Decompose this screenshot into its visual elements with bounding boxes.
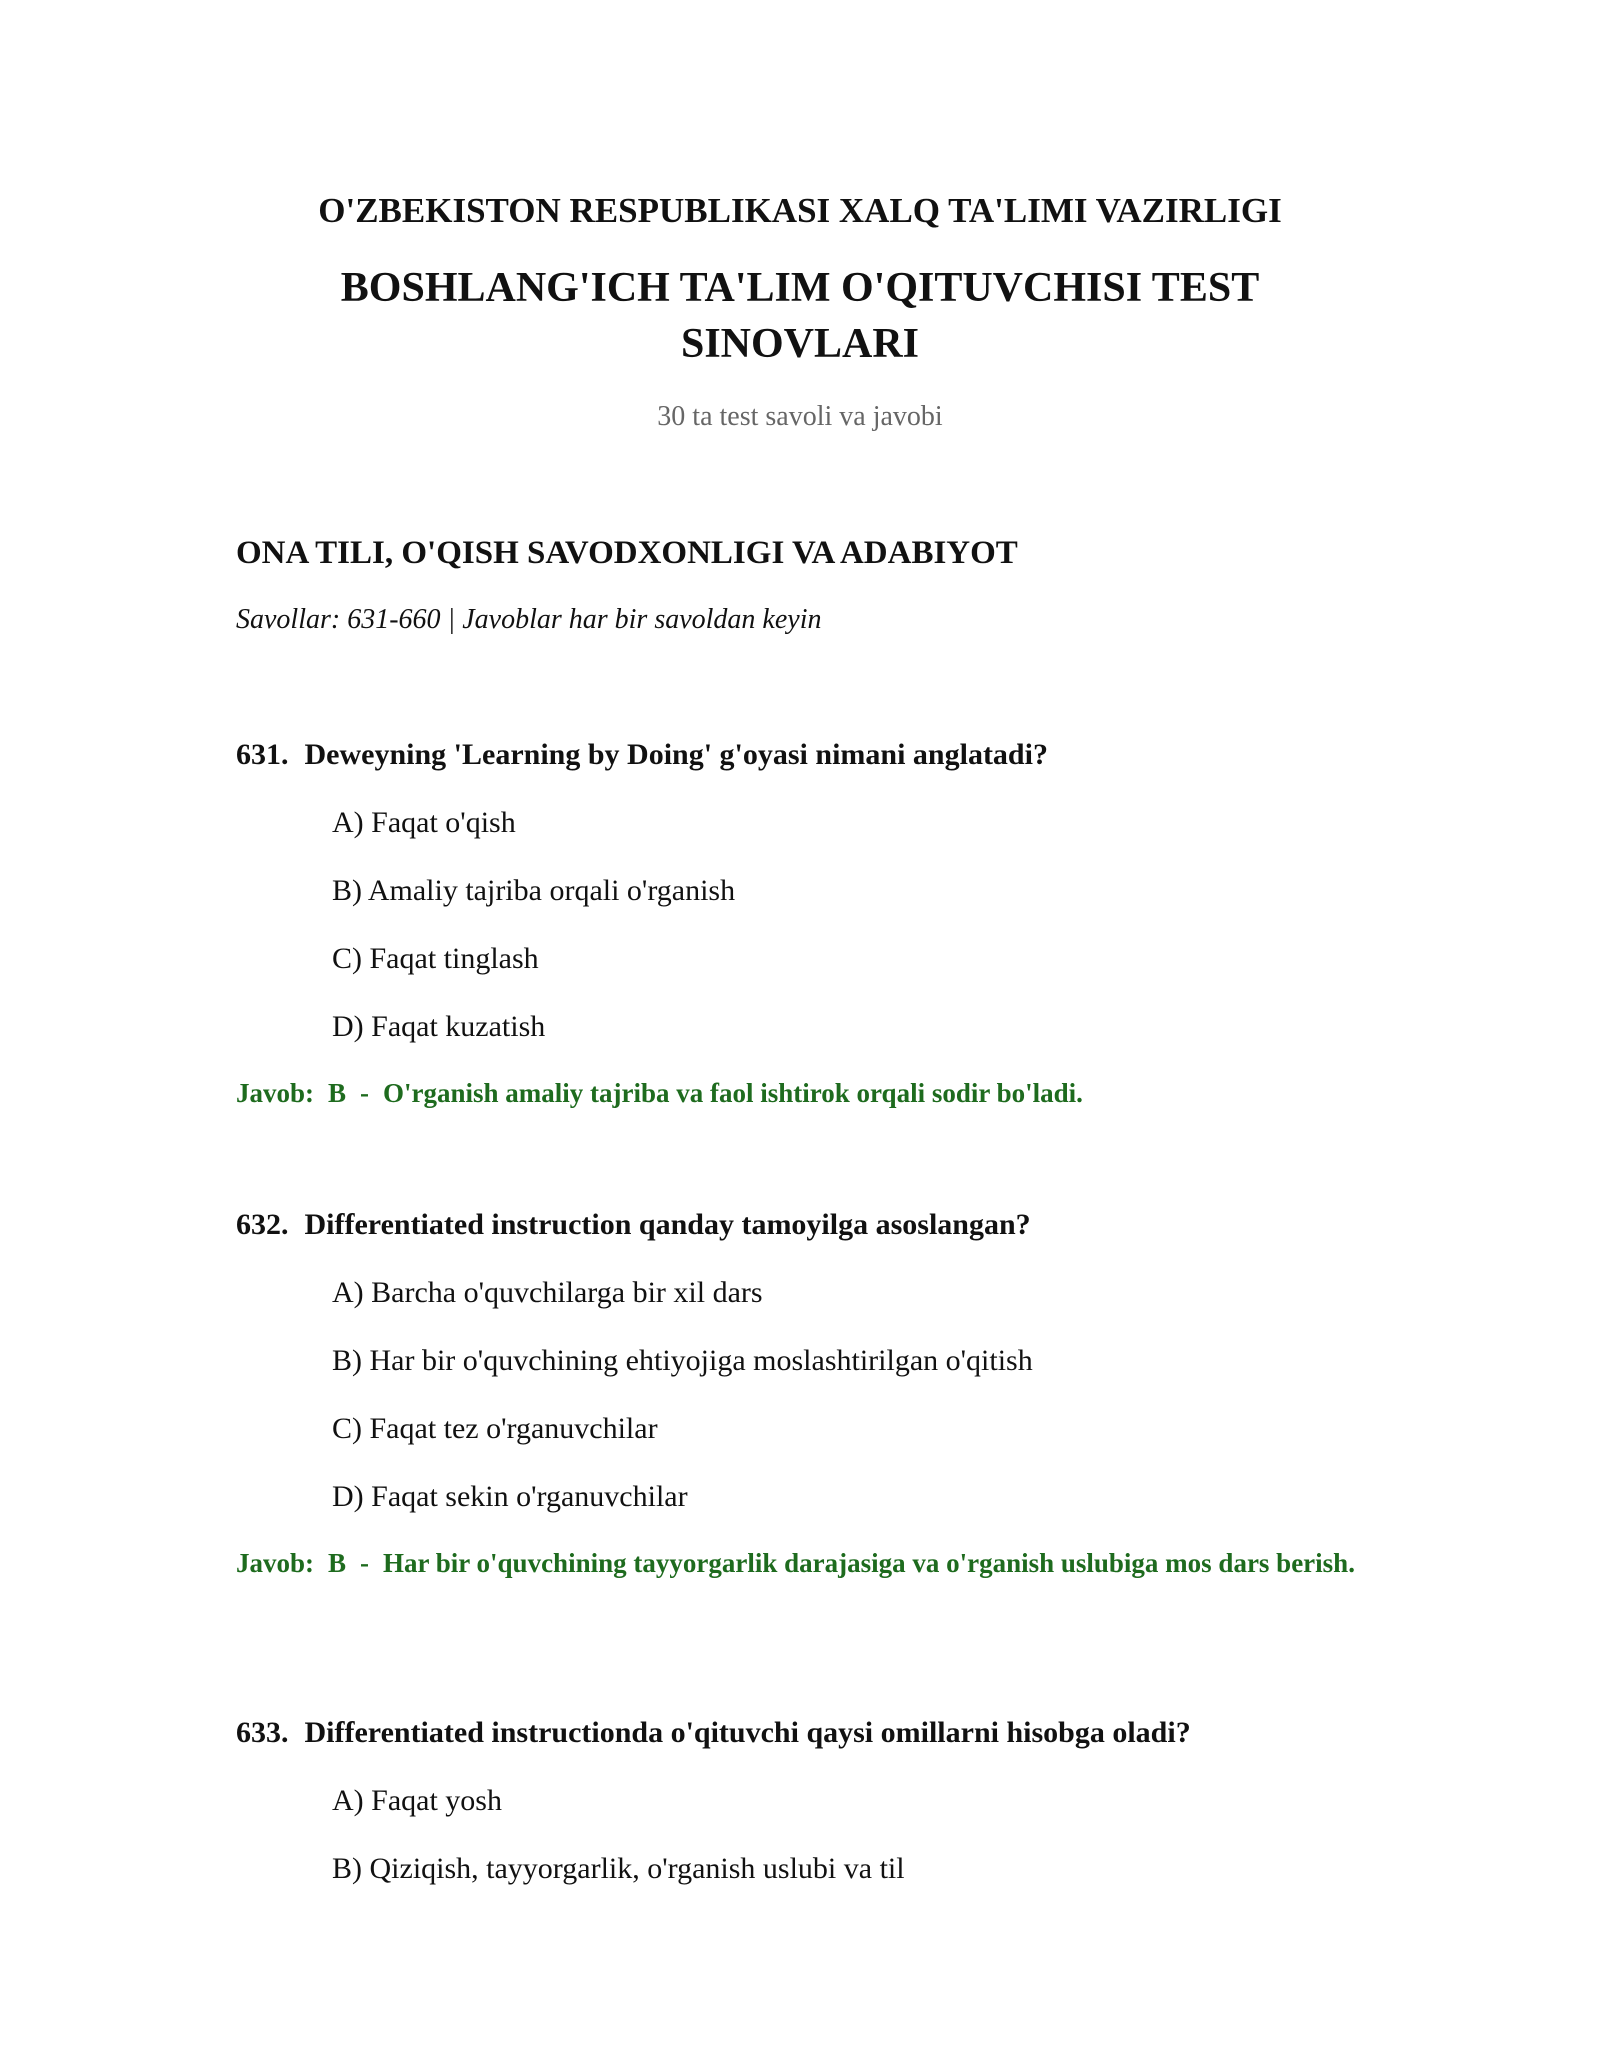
option-b: B) Har bir o'quvchining ehtiyojiga moslashtirilgan o'qitish <box>332 1344 1033 1377</box>
question-633 <box>236 1714 1366 1888</box>
answer-letter: B <box>328 1078 347 1108</box>
answer-line <box>236 1544 1366 1582</box>
section-title: ONA TILI, O'QISH SAVODXONLIGI VA ADABIYOT <box>236 535 1018 571</box>
answer-letter: B <box>328 1548 347 1578</box>
answer-text: O'rganish amaliy tajriba va faol ishtirok orqali sodir bo'ladi. <box>383 1078 1083 1108</box>
question-number: 633. <box>236 1716 289 1749</box>
option-a: A) Faqat yosh <box>332 1784 502 1817</box>
option-d: D) Faqat sekin o'rganuvchilar <box>332 1480 688 1513</box>
option-a: A) Faqat o'qish <box>332 806 516 839</box>
option-b: B) Qiziqish, tayyorgarlik, o'rganish uslubi va til <box>332 1852 905 1885</box>
question-text: Differentiated instructionda o'qituvchi qaysi omillarni hisobga oladi? <box>304 1716 1191 1749</box>
option-a: A) Barcha o'quvchilarga bir xil dars <box>332 1276 763 1309</box>
option-c: C) Faqat tinglash <box>332 942 539 975</box>
answer-label: Javob: <box>236 1078 315 1108</box>
question-number: 632. <box>236 1208 289 1241</box>
question-heading <box>236 1206 1366 1244</box>
question-632 <box>236 1206 1366 1582</box>
document-subtitle: 30 ta test savoli va javobi <box>657 401 943 432</box>
question-number: 631. <box>236 738 289 771</box>
document-title: BOSHLANG'ICH TA'LIM O'QITUVCHISI TEST SINOVLARI <box>340 265 1260 367</box>
question-631 <box>236 736 1366 1112</box>
option-b: B) Amaliy tajriba orqali o'rganish <box>332 874 736 907</box>
answer-separator: - <box>360 1548 370 1578</box>
answer-separator: - <box>360 1078 370 1108</box>
question-heading <box>236 1714 1366 1752</box>
answer-label: Javob: <box>236 1548 315 1578</box>
section-note: Savollar: 631-660 | Javoblar har bir savoldan keyin <box>236 604 822 635</box>
question-text: Deweyning 'Learning by Doing' g'oyasi nimani anglatadi? <box>304 738 1048 771</box>
option-c: C) Faqat tez o'rganuvchilar <box>332 1412 658 1445</box>
answer-line <box>236 1074 1366 1112</box>
question-text: Differentiated instruction qanday tamoyilga asoslangan? <box>304 1208 1031 1241</box>
option-d: D) Faqat kuzatish <box>332 1010 546 1043</box>
question-heading <box>236 736 1366 774</box>
ministry-heading: O'ZBEKISTON RESPUBLIKASI XALQ TA'LIMI VAZIRLIGI <box>318 191 1282 230</box>
answer-text: Har bir o'quvchining tayyorgarlik darajasiga va o'rganish uslubiga mos dars berish. <box>383 1548 1355 1578</box>
